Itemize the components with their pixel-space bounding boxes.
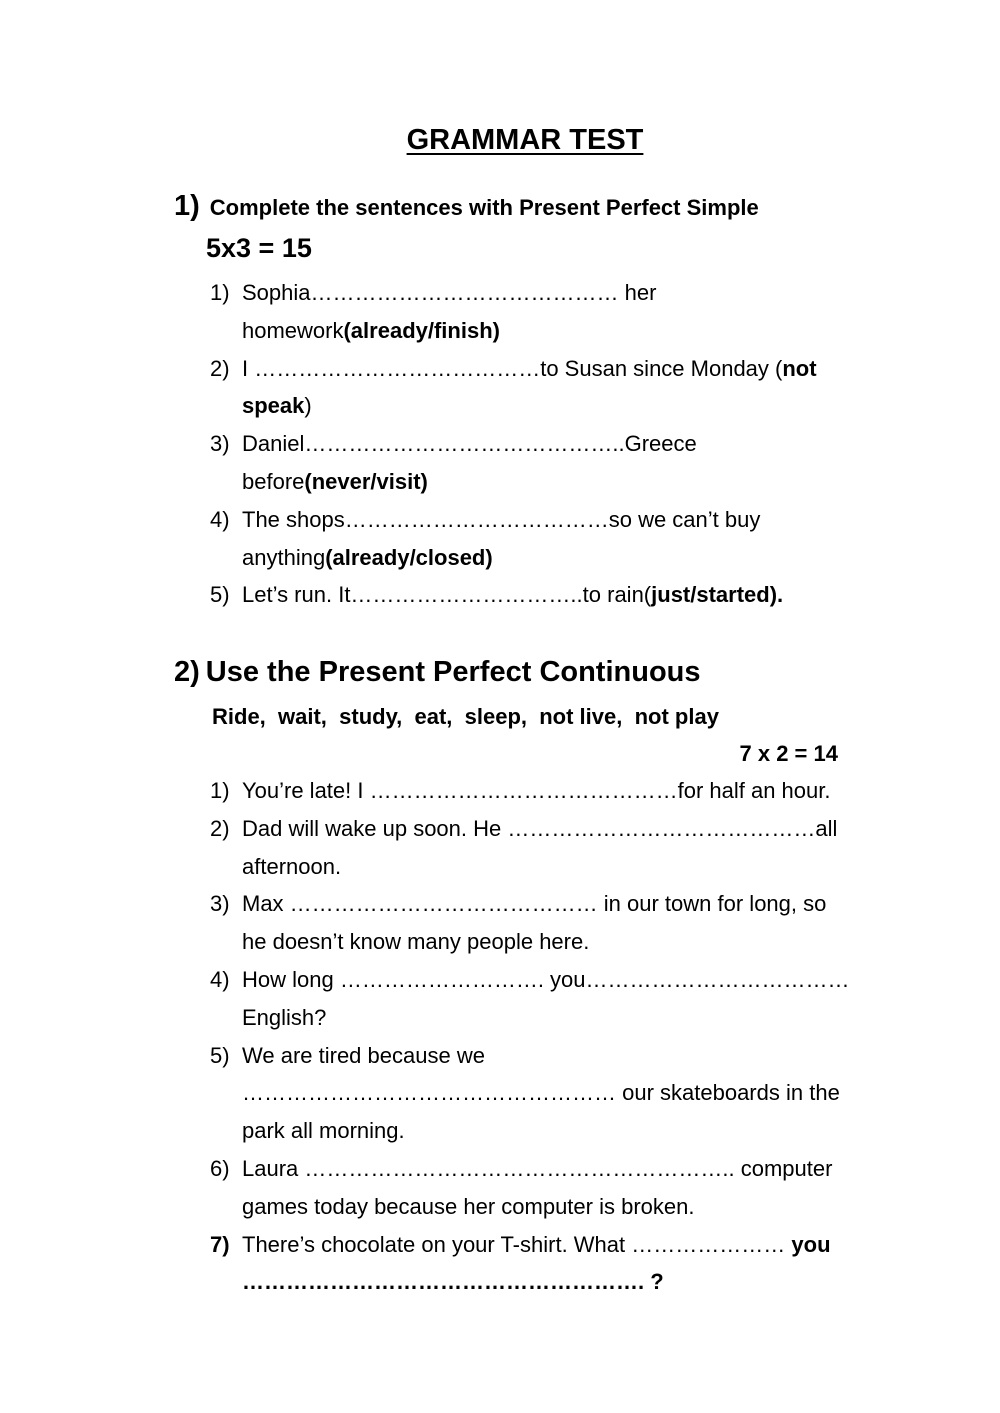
item-text: Sophia…………………………………… her homework (242, 280, 657, 343)
section-1-score: 5x3 = 15 (206, 233, 312, 263)
section-2-score: 7 x 2 = 14 (739, 741, 838, 766)
item-number: 5) (210, 1042, 230, 1068)
section-1-number: 1) (174, 190, 200, 222)
item-number: 3) (210, 891, 230, 917)
item-text: The shops………………………………so we can’t buy anything (242, 506, 761, 570)
item-number: 1) (210, 778, 230, 803)
list-item (210, 1037, 850, 1150)
item-text: Dad will wake up soon. He ……………………………………all afternoon. (242, 815, 838, 879)
item-number: 7) (210, 1231, 230, 1257)
list-item (210, 1150, 850, 1226)
section-1-heading (174, 190, 759, 223)
item-text: How long ………………………. you……………………………… English? (242, 966, 850, 1030)
list-item (210, 772, 850, 810)
item-hint: (never/visit) (304, 468, 428, 494)
item-number: 2) (210, 355, 230, 381)
item-text: Let’s run. It…………………………..to rain( (242, 582, 652, 608)
item-number: 2) (210, 815, 230, 841)
item-text: You’re late! I ……………………………………for half an hour. (242, 778, 831, 803)
word-bank: Ride, wait, study, eat, sleep, not live, not play (212, 704, 719, 729)
item-text: There’s chocolate on your T-shirt. What ………………… (242, 1231, 786, 1257)
list-item (210, 1226, 850, 1302)
list-item (210, 274, 850, 350)
item-number: 5) (210, 582, 230, 608)
page-title: GRAMMAR TEST (406, 124, 644, 156)
list-item (210, 425, 850, 501)
item-text: Max …………………………………… in our town for long, so he doesn’t know many people here. (242, 891, 827, 955)
item-number: 4) (210, 506, 230, 532)
item-number: 4) (210, 966, 230, 992)
item-text: I …………………………………to Susan since Monday ( (242, 355, 783, 381)
list-item (210, 576, 850, 614)
item-number: 3) (210, 431, 230, 457)
list-item (210, 885, 850, 961)
item-text: Daniel……………………………………..Greece before (242, 431, 697, 494)
item-number: 1) (210, 280, 230, 305)
section-2-instruction: Use the Present Perfect Continuous (205, 656, 701, 688)
list-item (210, 810, 850, 886)
section-2-number: 2) (174, 656, 200, 688)
list-item (210, 501, 850, 577)
section-2-list (210, 772, 850, 1301)
item-hint: just/started). (651, 582, 784, 608)
list-item (210, 350, 850, 426)
item-hint: (already/finish) (343, 317, 500, 343)
list-item (210, 961, 850, 1037)
item-hint: not speak (242, 355, 817, 419)
item-number: 6) (210, 1155, 230, 1181)
section-1-list (210, 274, 850, 614)
item-bold-tail: you ………………………………………………. ? (242, 1231, 831, 1295)
section-1-instruction: Complete the sentences with Present Perfect Simple (209, 195, 759, 220)
item-text: We are tired because we …………………………………………… our skateboards in the park all morning. (242, 1042, 840, 1144)
item-tail: ) (304, 393, 312, 419)
section-2-heading (174, 656, 701, 689)
item-hint: (already/closed) (325, 544, 493, 570)
item-text: Laura ………………………………………………….. computer games today because her computer is broken. (242, 1155, 833, 1219)
